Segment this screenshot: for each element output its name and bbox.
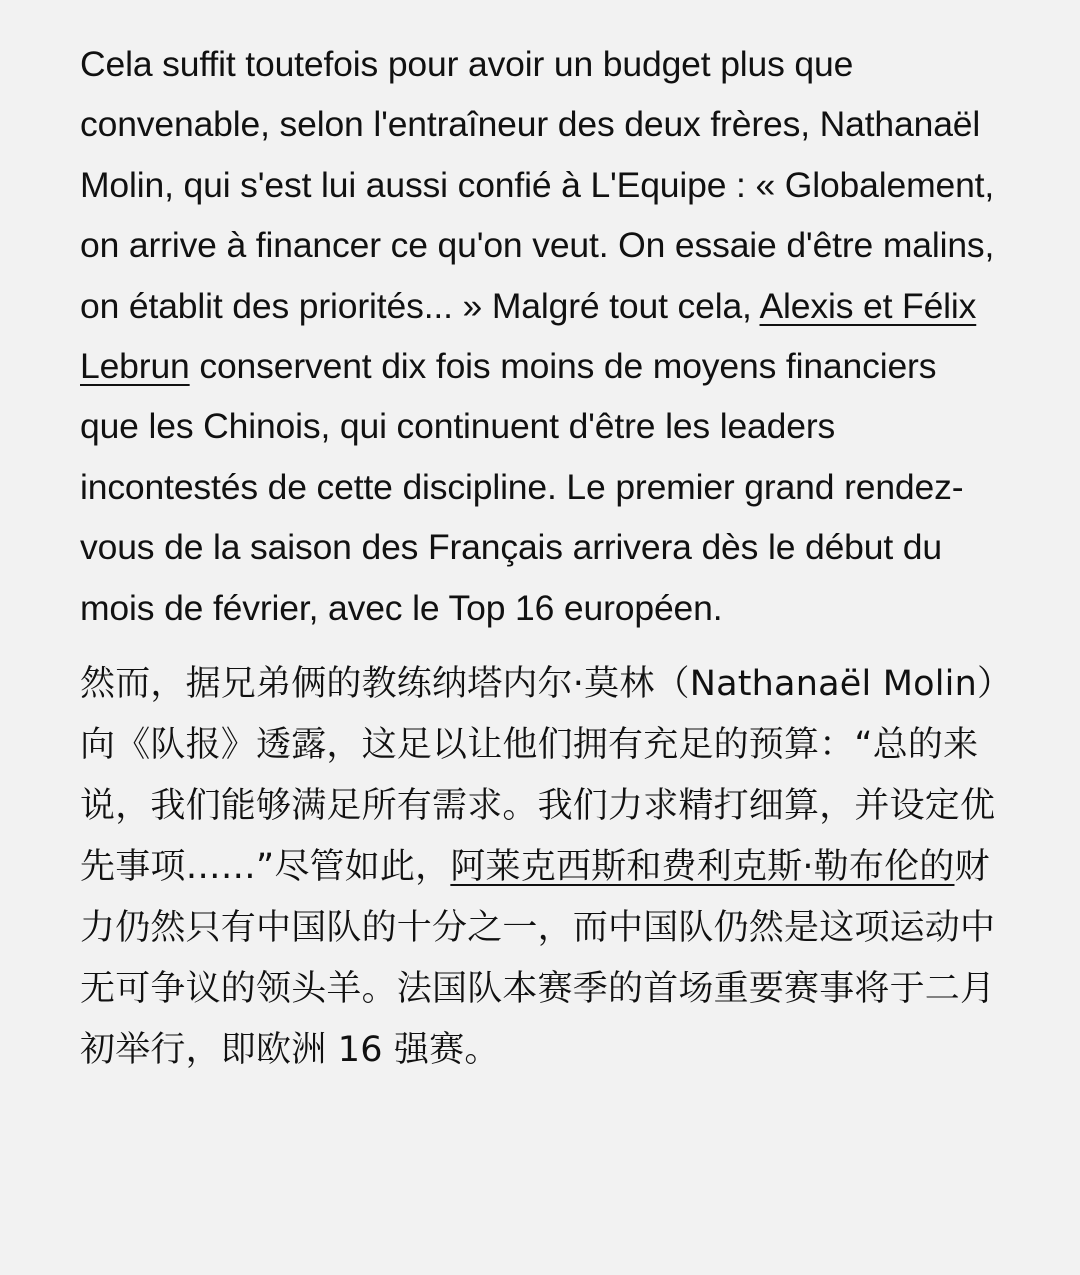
paragraph-chinese-text-before-link: 然而，据兄弟俩的教练纳塔内尔·莫林（Nathanaël Molin）向《队报》透露，这足以让他们拥有充足的预算：“总的来说，我们能够满足所有需求。我们力求精打细算，并设定优先事项……”尽管如此， xyxy=(80,664,996,888)
paragraph-french-text-after-link: conservent dix fois moins de moyens financiers que les Chinois, qui continuent d'être les leaders incontestés de cette discipline. Le premier grand rendez-vous de la saison des Français arrivera dès le début du mois de février, avec le Top 16 européen. xyxy=(80,346,964,628)
article-body xyxy=(80,34,1000,1081)
paragraph-chinese xyxy=(80,654,1000,1081)
paragraph-french xyxy=(80,34,1000,638)
paragraph-chinese-text-after-link: 财力仍然只有中国队的十分之一，而中国队仍然是这项运动中无可争议的领头羊。法国队本赛季的首场重要赛事将于二月初举行，即欧洲 16 强赛。 xyxy=(80,847,996,1071)
paragraph-french-text-before-link: Cela suffit toutefois pour avoir un budget plus que convenable, selon l'entraîneur des deux frères, Nathanaël Molin, qui s'est lui aussi confié à L'Equipe : « Globalement, on arrive à financer ce qu'on veut. On essaie d'être malins, on établit des priorités... » Malgré tout cela, xyxy=(80,44,995,326)
lebrun-brothers-link-fr[interactable]: Alexis et Félix Lebrun xyxy=(80,285,977,387)
lebrun-brothers-link-zh[interactable]: 阿莱克西斯和费利克斯·勒布伦的 xyxy=(450,847,955,888)
